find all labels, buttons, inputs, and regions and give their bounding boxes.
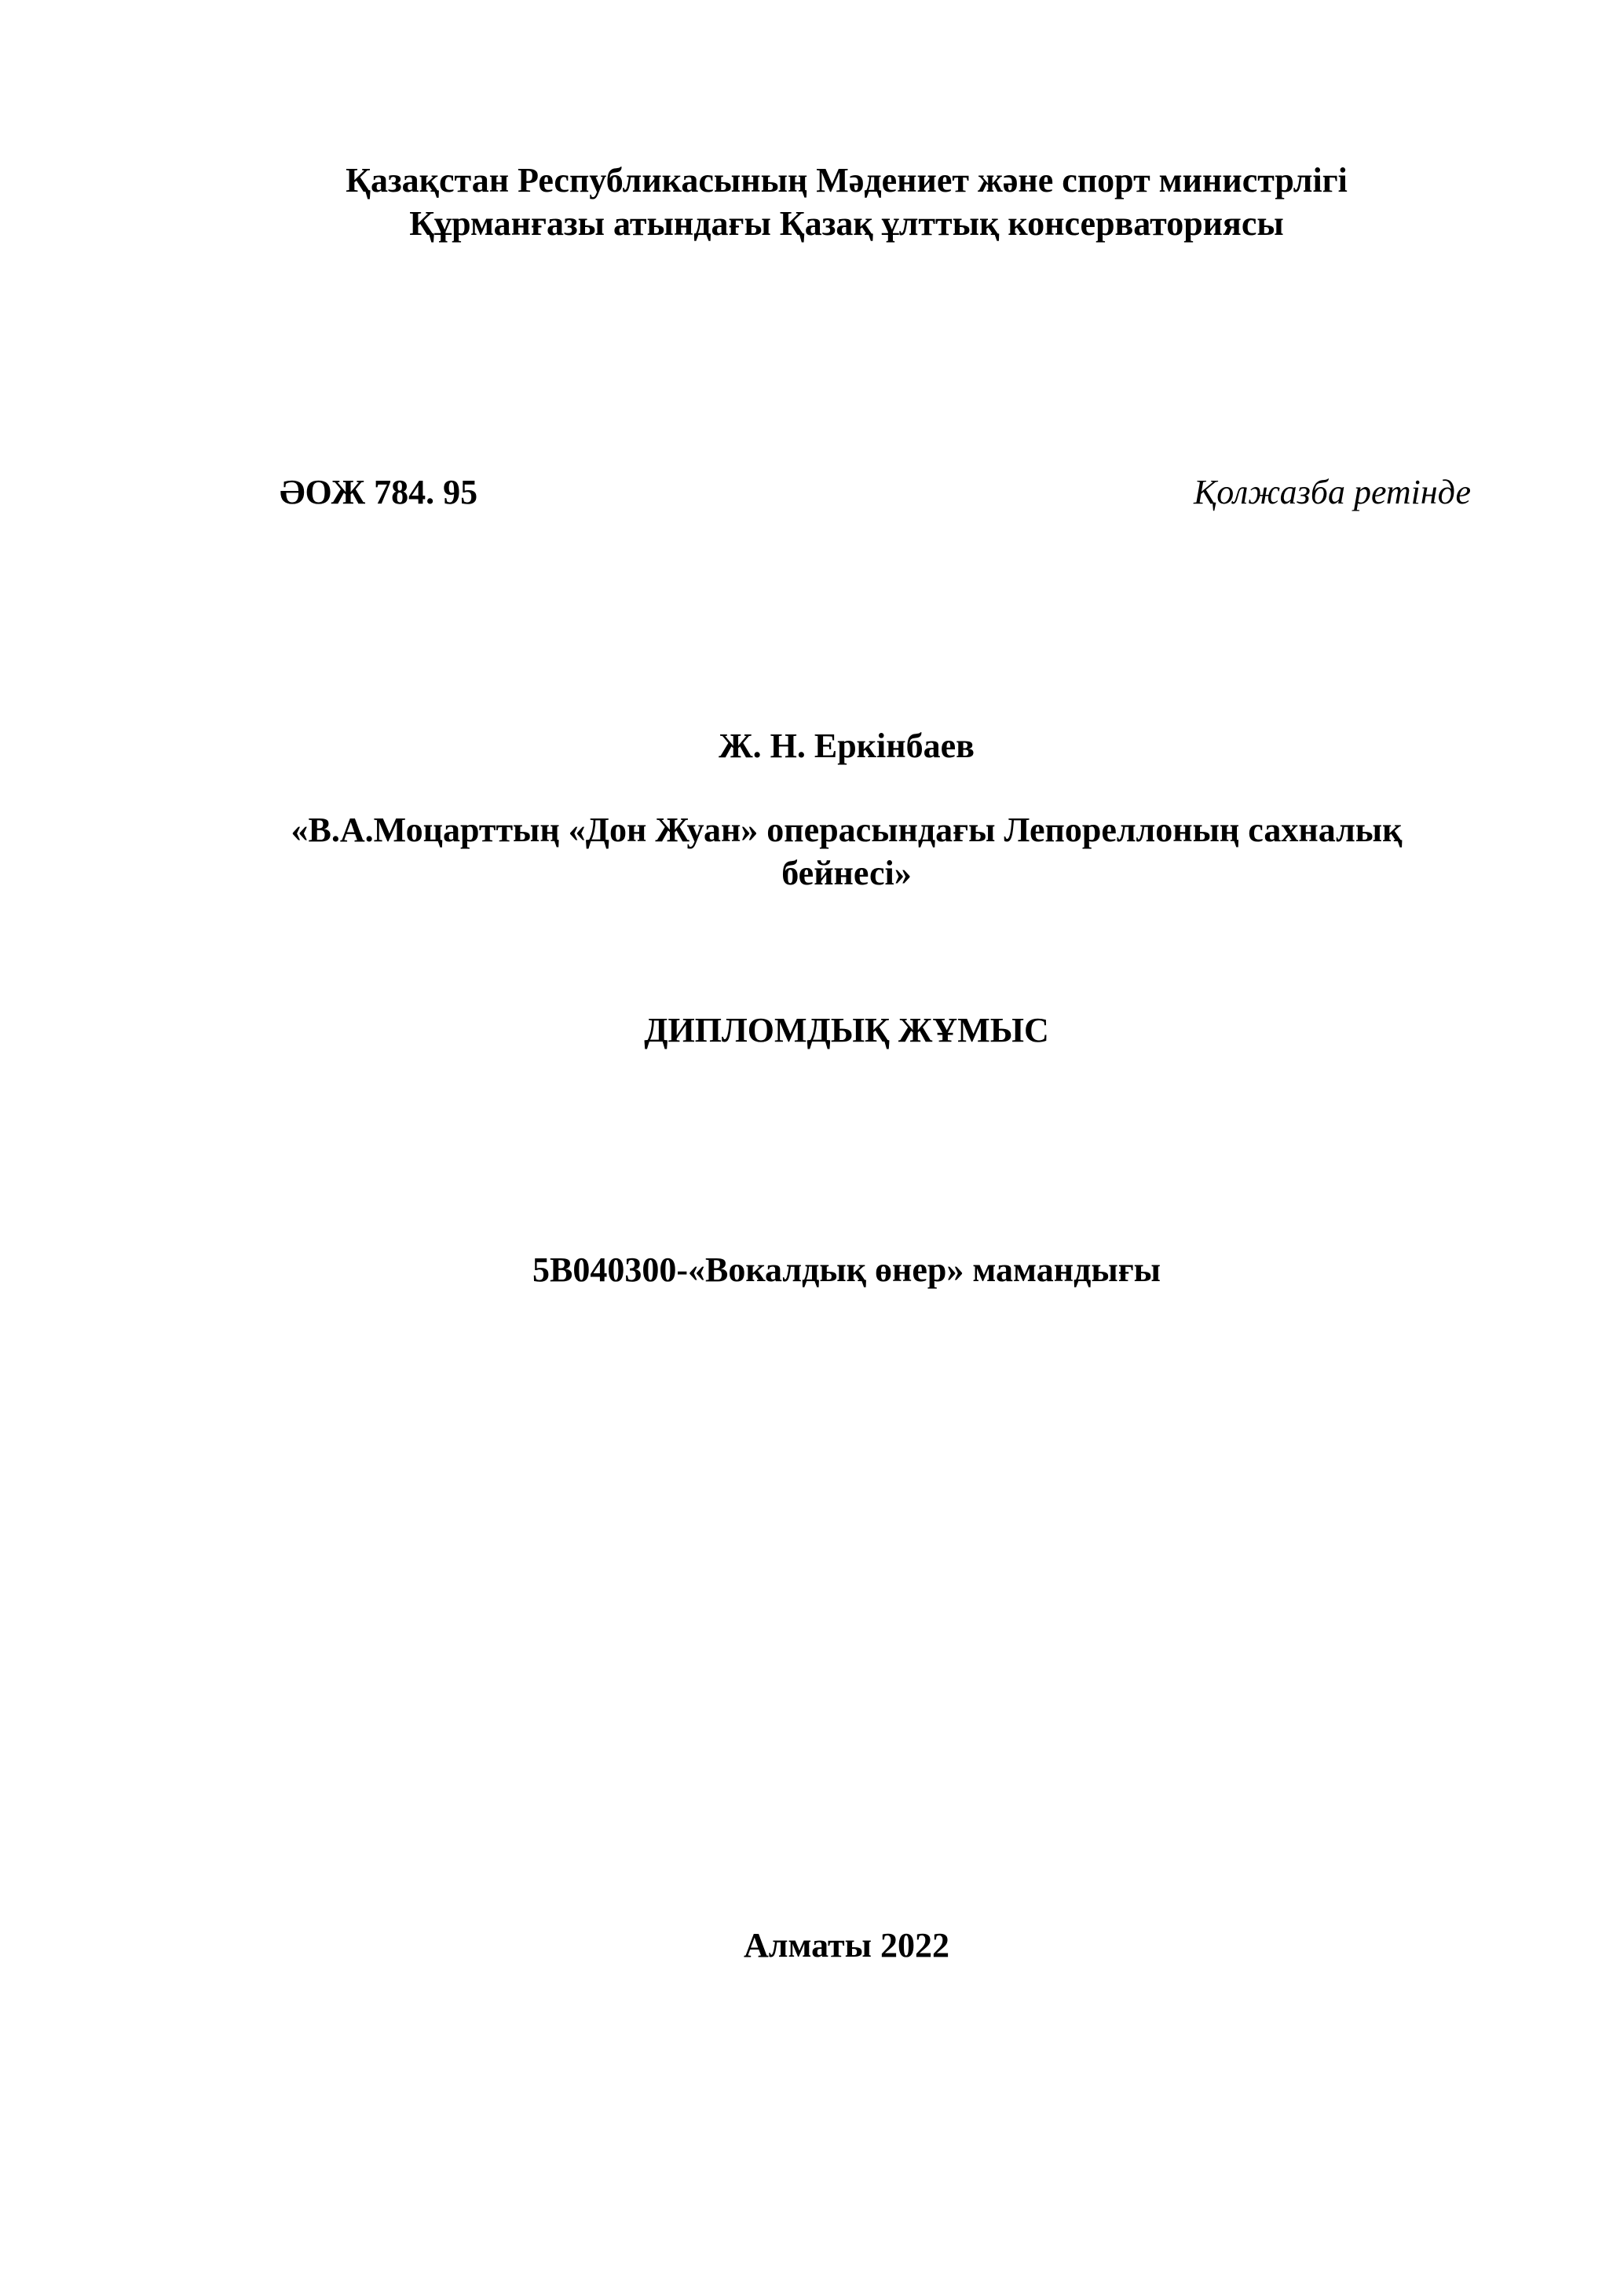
ministry-name: Қазақстан Республикасының Мәдениет және спорт министрлігі (346, 161, 1348, 200)
thesis-title-line2: бейнесі» (781, 854, 912, 892)
institution-name: Құрманғазы атындағы Қазақ ұлттық консерваториясы (409, 204, 1284, 243)
author-name: Ж. Н. Еркінбаев (719, 727, 975, 765)
specialty: 5В040300-«Вокалдық өнер» мамандығы (532, 1251, 1161, 1289)
work-type: ДИПЛОМДЫҚ ЖҰМЫС (644, 1011, 1049, 1049)
city-year: Алматы 2022 (744, 1926, 949, 1965)
manuscript-note: Қолжазба ретінде (1194, 473, 1472, 511)
udc-code: ӘОЖ 784. 95 (280, 473, 478, 511)
thesis-title-line1: «В.А.Моцарттың «Дон Жуан» операсындағы Лепореллоның сахналық (291, 811, 1403, 849)
